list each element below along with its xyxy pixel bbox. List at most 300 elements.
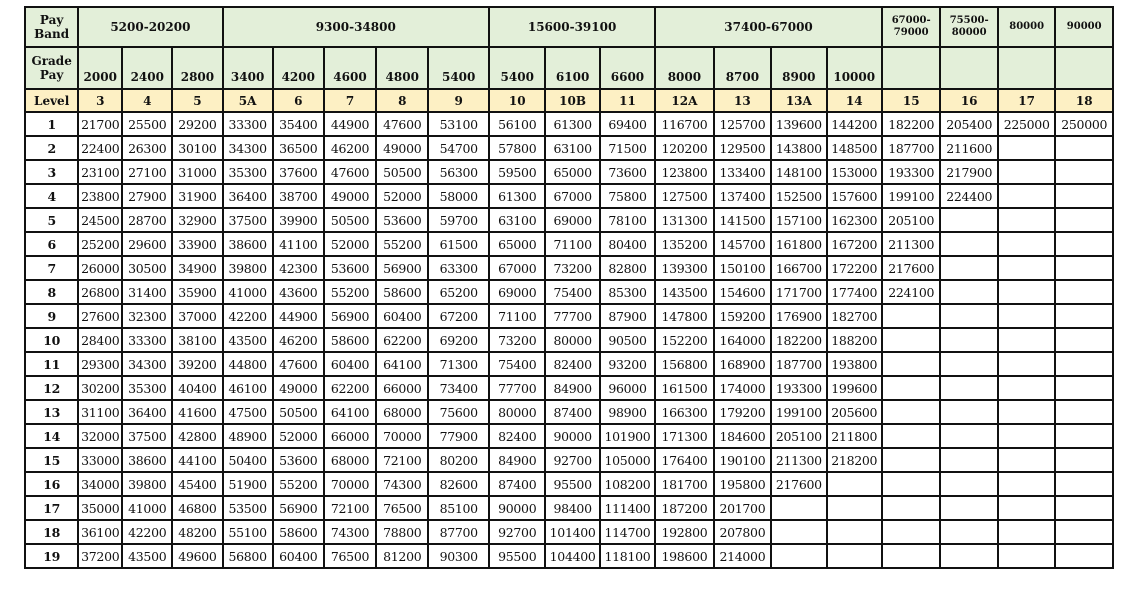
pay-value-cell: 55200 xyxy=(273,472,324,496)
pay-value-cell: 49000 xyxy=(324,184,376,208)
pay-value-cell: 77700 xyxy=(545,304,599,328)
pay-value-cell: 44800 xyxy=(223,352,273,376)
pay-value-cell: 58600 xyxy=(273,520,324,544)
pay-value-cell: 69400 xyxy=(600,112,655,136)
pay-value-cell: 154600 xyxy=(714,280,771,304)
grade-pay-cell: 8700 xyxy=(714,47,771,89)
level-label: Level xyxy=(25,89,78,112)
pay-value-cell: 56800 xyxy=(223,544,273,568)
pay-value-cell: 66000 xyxy=(376,376,428,400)
pay-value-cell: 62200 xyxy=(376,328,428,352)
pay-value-cell: 211800 xyxy=(827,424,882,448)
pay-value-cell: 53600 xyxy=(376,208,428,232)
row-index-cell: 5 xyxy=(25,208,78,232)
pay-value-cell: 52000 xyxy=(376,184,428,208)
pay-value-cell: 71300 xyxy=(428,352,489,376)
pay-value-cell: 108200 xyxy=(600,472,655,496)
grade-pay-cell: 8900 xyxy=(771,47,826,89)
pay-value-cell: 28700 xyxy=(122,208,172,232)
row-index-cell: 7 xyxy=(25,256,78,280)
pay-value-cell: 153000 xyxy=(827,160,882,184)
level-cell: 11 xyxy=(600,89,655,112)
pay-value-cell: 90300 xyxy=(428,544,489,568)
pay-value-cell: 67000 xyxy=(545,184,599,208)
pay-value-cell: 30200 xyxy=(78,376,122,400)
pay-value-cell: 33300 xyxy=(223,112,273,136)
grade-pay-cell xyxy=(882,47,941,89)
level-cell: 15 xyxy=(882,89,941,112)
pay-value-cell xyxy=(998,448,1055,472)
row-index-cell: 2 xyxy=(25,136,78,160)
pay-value-cell: 35400 xyxy=(273,112,324,136)
pay-value-cell: 225000 xyxy=(998,112,1055,136)
pay-value-cell: 31400 xyxy=(122,280,172,304)
pay-value-cell: 55100 xyxy=(223,520,273,544)
pay-value-cell xyxy=(882,424,941,448)
pay-value-cell: 25500 xyxy=(122,112,172,136)
pay-value-cell: 161800 xyxy=(771,232,826,256)
pay-value-cell xyxy=(998,400,1055,424)
row-index-cell: 3 xyxy=(25,160,78,184)
pay-value-cell: 78800 xyxy=(376,520,428,544)
pay-band-cell: 15600-39100 xyxy=(489,7,655,47)
pay-value-cell xyxy=(1055,472,1113,496)
pay-value-cell: 81200 xyxy=(376,544,428,568)
pay-value-cell: 76500 xyxy=(324,544,376,568)
pay-value-cell: 36400 xyxy=(122,400,172,424)
pay-value-cell: 42800 xyxy=(172,424,222,448)
level-cell: 8 xyxy=(376,89,428,112)
table-row xyxy=(25,424,1113,448)
pay-value-cell: 60400 xyxy=(324,352,376,376)
pay-value-cell xyxy=(1055,208,1113,232)
pay-value-cell: 29300 xyxy=(78,352,122,376)
pay-value-cell: 26800 xyxy=(78,280,122,304)
pay-value-cell: 95500 xyxy=(545,472,599,496)
table-row xyxy=(25,232,1113,256)
grade-pay-cell xyxy=(998,47,1055,89)
pay-value-cell: 31000 xyxy=(172,160,222,184)
pay-value-cell: 93200 xyxy=(600,352,655,376)
pay-value-cell xyxy=(1055,136,1113,160)
pay-value-cell: 75600 xyxy=(428,400,489,424)
pay-value-cell xyxy=(940,208,997,232)
pay-value-cell xyxy=(940,352,997,376)
pay-value-cell: 150100 xyxy=(714,256,771,280)
pay-value-cell: 34900 xyxy=(172,256,222,280)
pay-value-cell: 77900 xyxy=(428,424,489,448)
pay-value-cell: 42300 xyxy=(273,256,324,280)
pay-value-cell: 63300 xyxy=(428,256,489,280)
pay-value-cell xyxy=(882,472,941,496)
pay-value-cell: 182200 xyxy=(771,328,826,352)
pay-value-cell: 87400 xyxy=(545,400,599,424)
table-row xyxy=(25,520,1113,544)
pay-value-cell: 199600 xyxy=(827,376,882,400)
row-index-cell: 9 xyxy=(25,304,78,328)
pay-value-cell: 148100 xyxy=(771,160,826,184)
pay-value-cell: 182200 xyxy=(882,112,941,136)
pay-value-cell: 27600 xyxy=(78,304,122,328)
pay-value-cell xyxy=(827,496,882,520)
level-cell: 3 xyxy=(78,89,122,112)
table-row xyxy=(25,256,1113,280)
pay-value-cell: 198600 xyxy=(655,544,714,568)
pay-value-cell: 37600 xyxy=(273,160,324,184)
pay-value-cell: 52000 xyxy=(273,424,324,448)
pay-value-cell: 90000 xyxy=(489,496,545,520)
table-row xyxy=(25,400,1113,424)
pay-value-cell: 61300 xyxy=(489,184,545,208)
pay-value-cell: 65000 xyxy=(489,232,545,256)
table-row xyxy=(25,328,1113,352)
pay-value-cell: 57800 xyxy=(489,136,545,160)
pay-value-cell: 46100 xyxy=(223,376,273,400)
pay-value-cell: 172200 xyxy=(827,256,882,280)
pay-value-cell: 116700 xyxy=(655,112,714,136)
pay-value-cell: 39900 xyxy=(273,208,324,232)
pay-value-cell: 58600 xyxy=(376,280,428,304)
pay-value-cell: 27100 xyxy=(122,160,172,184)
pay-value-cell: 32300 xyxy=(122,304,172,328)
pay-value-cell: 35000 xyxy=(78,496,122,520)
pay-value-cell: 201700 xyxy=(714,496,771,520)
grade-pay-label: Grade Pay xyxy=(25,47,78,89)
grade-pay-cell: 8000 xyxy=(655,47,714,89)
table-row xyxy=(25,160,1113,184)
pay-value-cell: 139300 xyxy=(655,256,714,280)
level-cell: 10B xyxy=(545,89,599,112)
pay-value-cell: 224400 xyxy=(940,184,997,208)
grade-pay-row xyxy=(25,47,1113,89)
pay-value-cell: 72100 xyxy=(324,496,376,520)
pay-value-cell: 36100 xyxy=(78,520,122,544)
level-cell: 5A xyxy=(223,89,273,112)
pay-value-cell xyxy=(882,376,941,400)
pay-matrix-table xyxy=(24,6,1114,569)
pay-value-cell: 41100 xyxy=(273,232,324,256)
pay-value-cell xyxy=(1055,424,1113,448)
pay-value-cell xyxy=(998,232,1055,256)
pay-value-cell xyxy=(1055,376,1113,400)
pay-value-cell xyxy=(882,520,941,544)
pay-value-cell xyxy=(940,280,997,304)
row-index-cell: 11 xyxy=(25,352,78,376)
pay-value-cell: 41000 xyxy=(223,280,273,304)
pay-value-cell: 85100 xyxy=(428,496,489,520)
pay-value-cell xyxy=(1055,280,1113,304)
pay-value-cell xyxy=(1055,544,1113,568)
level-cell: 7 xyxy=(324,89,376,112)
pay-value-cell xyxy=(940,304,997,328)
pay-value-cell xyxy=(1055,448,1113,472)
level-cell: 13A xyxy=(771,89,826,112)
pay-value-cell: 190100 xyxy=(714,448,771,472)
pay-value-cell: 137400 xyxy=(714,184,771,208)
pay-value-cell: 36400 xyxy=(223,184,273,208)
pay-value-cell: 39800 xyxy=(122,472,172,496)
pay-value-cell: 44100 xyxy=(172,448,222,472)
pay-value-cell xyxy=(1055,304,1113,328)
pay-value-cell xyxy=(1055,256,1113,280)
pay-value-cell: 48200 xyxy=(172,520,222,544)
pay-value-cell: 69000 xyxy=(545,208,599,232)
pay-value-cell: 29200 xyxy=(172,112,222,136)
pay-band-label: Pay Band xyxy=(25,7,78,47)
pay-value-cell: 35300 xyxy=(122,376,172,400)
pay-band-cell: 5200-20200 xyxy=(78,7,222,47)
row-index-cell: 13 xyxy=(25,400,78,424)
pay-value-cell: 143500 xyxy=(655,280,714,304)
row-index-cell: 15 xyxy=(25,448,78,472)
pay-value-cell xyxy=(1055,496,1113,520)
pay-value-cell: 27900 xyxy=(122,184,172,208)
row-index-cell: 16 xyxy=(25,472,78,496)
pay-value-cell xyxy=(998,544,1055,568)
pay-value-cell xyxy=(882,496,941,520)
table-row xyxy=(25,208,1113,232)
table-row xyxy=(25,136,1113,160)
pay-value-cell xyxy=(998,376,1055,400)
pay-value-cell: 56900 xyxy=(324,304,376,328)
pay-value-cell: 47500 xyxy=(223,400,273,424)
pay-value-cell: 84900 xyxy=(545,376,599,400)
pay-value-cell: 21700 xyxy=(78,112,122,136)
pay-value-cell: 71500 xyxy=(600,136,655,160)
pay-value-cell: 120200 xyxy=(655,136,714,160)
pay-value-cell xyxy=(940,520,997,544)
pay-value-cell xyxy=(882,400,941,424)
pay-value-cell xyxy=(998,424,1055,448)
pay-band-cell: 90000 xyxy=(1055,7,1113,47)
table-row xyxy=(25,544,1113,568)
pay-value-cell xyxy=(940,256,997,280)
pay-value-cell: 46200 xyxy=(273,328,324,352)
pay-value-cell xyxy=(1055,160,1113,184)
table-row xyxy=(25,280,1113,304)
pay-value-cell: 176900 xyxy=(771,304,826,328)
pay-value-cell: 214000 xyxy=(714,544,771,568)
pay-value-cell: 59500 xyxy=(489,160,545,184)
pay-value-cell xyxy=(998,352,1055,376)
pay-value-cell: 187200 xyxy=(655,496,714,520)
level-cell: 9 xyxy=(428,89,489,112)
pay-value-cell: 37500 xyxy=(122,424,172,448)
pay-value-cell: 43500 xyxy=(223,328,273,352)
row-index-cell: 4 xyxy=(25,184,78,208)
table-row xyxy=(25,352,1113,376)
pay-value-cell: 82800 xyxy=(600,256,655,280)
pay-value-cell: 78100 xyxy=(600,208,655,232)
pay-value-cell xyxy=(827,544,882,568)
pay-value-cell: 25200 xyxy=(78,232,122,256)
pay-value-cell: 217600 xyxy=(771,472,826,496)
pay-value-cell: 133400 xyxy=(714,160,771,184)
pay-value-cell: 92700 xyxy=(489,520,545,544)
pay-value-cell: 75800 xyxy=(600,184,655,208)
pay-value-cell: 56900 xyxy=(376,256,428,280)
pay-value-cell: 80000 xyxy=(545,328,599,352)
level-cell: 6 xyxy=(273,89,324,112)
pay-value-cell: 211300 xyxy=(882,232,941,256)
pay-value-cell xyxy=(940,400,997,424)
pay-value-cell: 74300 xyxy=(324,520,376,544)
pay-value-cell: 111400 xyxy=(600,496,655,520)
pay-value-cell: 67200 xyxy=(428,304,489,328)
pay-value-cell: 181700 xyxy=(655,472,714,496)
pay-value-cell: 217900 xyxy=(940,160,997,184)
pay-value-cell: 73200 xyxy=(545,256,599,280)
pay-value-cell: 47600 xyxy=(376,112,428,136)
pay-value-cell: 36500 xyxy=(273,136,324,160)
pay-value-cell xyxy=(998,280,1055,304)
pay-value-cell: 45400 xyxy=(172,472,222,496)
pay-value-cell: 161500 xyxy=(655,376,714,400)
pay-value-cell: 84900 xyxy=(489,448,545,472)
pay-value-cell: 80400 xyxy=(600,232,655,256)
pay-value-cell: 35300 xyxy=(223,160,273,184)
pay-value-cell xyxy=(882,544,941,568)
row-index-cell: 10 xyxy=(25,328,78,352)
table-row xyxy=(25,496,1113,520)
pay-matrix-container xyxy=(24,6,1114,569)
pay-value-cell: 50500 xyxy=(324,208,376,232)
pay-value-cell: 144200 xyxy=(827,112,882,136)
pay-value-cell xyxy=(882,448,941,472)
pay-value-cell: 166300 xyxy=(655,400,714,424)
pay-band-cell: 75500-80000 xyxy=(940,7,997,47)
pay-value-cell xyxy=(940,544,997,568)
pay-value-cell: 48900 xyxy=(223,424,273,448)
row-index-cell: 14 xyxy=(25,424,78,448)
pay-value-cell: 188200 xyxy=(827,328,882,352)
pay-value-cell: 51900 xyxy=(223,472,273,496)
pay-value-cell: 184600 xyxy=(714,424,771,448)
pay-value-cell xyxy=(998,184,1055,208)
pay-value-cell: 127500 xyxy=(655,184,714,208)
pay-value-cell: 98900 xyxy=(600,400,655,424)
pay-value-cell: 217600 xyxy=(882,256,941,280)
pay-value-cell: 55200 xyxy=(376,232,428,256)
grade-pay-cell: 4800 xyxy=(376,47,428,89)
pay-value-cell: 195800 xyxy=(714,472,771,496)
grade-pay-cell: 6600 xyxy=(600,47,655,89)
pay-value-cell xyxy=(998,256,1055,280)
pay-value-cell: 143800 xyxy=(771,136,826,160)
pay-value-cell: 55200 xyxy=(324,280,376,304)
pay-value-cell: 148500 xyxy=(827,136,882,160)
pay-band-cell: 9300-34800 xyxy=(223,7,490,47)
pay-value-cell: 44900 xyxy=(273,304,324,328)
pay-value-cell: 38600 xyxy=(122,448,172,472)
pay-value-cell xyxy=(882,328,941,352)
pay-value-cell: 80200 xyxy=(428,448,489,472)
row-index-cell: 19 xyxy=(25,544,78,568)
pay-value-cell: 101900 xyxy=(600,424,655,448)
pay-value-cell: 176400 xyxy=(655,448,714,472)
pay-value-cell: 152200 xyxy=(655,328,714,352)
pay-value-cell: 32900 xyxy=(172,208,222,232)
pay-value-cell: 56900 xyxy=(273,496,324,520)
pay-value-cell: 46200 xyxy=(324,136,376,160)
pay-value-cell: 70000 xyxy=(376,424,428,448)
grade-pay-cell: 5400 xyxy=(489,47,545,89)
pay-value-cell: 54700 xyxy=(428,136,489,160)
pay-value-cell: 159200 xyxy=(714,304,771,328)
pay-value-cell xyxy=(998,304,1055,328)
pay-value-cell: 22400 xyxy=(78,136,122,160)
pay-value-cell xyxy=(1055,328,1113,352)
pay-value-cell: 53500 xyxy=(223,496,273,520)
pay-value-cell xyxy=(998,328,1055,352)
pay-value-cell: 152500 xyxy=(771,184,826,208)
level-cell: 5 xyxy=(172,89,222,112)
pay-value-cell: 205600 xyxy=(827,400,882,424)
pay-value-cell: 58000 xyxy=(428,184,489,208)
pay-value-cell xyxy=(771,544,826,568)
table-row xyxy=(25,112,1113,136)
level-cell: 18 xyxy=(1055,89,1113,112)
pay-value-cell: 77700 xyxy=(489,376,545,400)
pay-value-cell: 42200 xyxy=(122,520,172,544)
pay-value-cell: 44900 xyxy=(324,112,376,136)
table-row xyxy=(25,472,1113,496)
pay-value-cell: 37200 xyxy=(78,544,122,568)
grade-pay-cell: 3400 xyxy=(223,47,273,89)
grade-pay-cell: 4600 xyxy=(324,47,376,89)
pay-value-cell: 135200 xyxy=(655,232,714,256)
grade-pay-cell: 10000 xyxy=(827,47,882,89)
pay-value-cell: 70000 xyxy=(324,472,376,496)
level-cell: 12A xyxy=(655,89,714,112)
pay-value-cell: 118100 xyxy=(600,544,655,568)
pay-value-cell: 71100 xyxy=(489,304,545,328)
pay-value-cell: 187700 xyxy=(882,136,941,160)
row-index-cell: 12 xyxy=(25,376,78,400)
pay-value-cell: 95500 xyxy=(489,544,545,568)
pay-value-cell: 205100 xyxy=(771,424,826,448)
row-index-cell: 18 xyxy=(25,520,78,544)
level-row xyxy=(25,89,1113,112)
pay-value-cell: 47600 xyxy=(324,160,376,184)
pay-value-cell xyxy=(771,496,826,520)
pay-value-cell: 69200 xyxy=(428,328,489,352)
pay-value-cell: 182700 xyxy=(827,304,882,328)
pay-value-cell: 65000 xyxy=(545,160,599,184)
pay-value-cell: 23100 xyxy=(78,160,122,184)
pay-value-cell: 69000 xyxy=(489,280,545,304)
pay-value-cell: 34000 xyxy=(78,472,122,496)
pay-value-cell: 50500 xyxy=(376,160,428,184)
pay-value-cell: 60400 xyxy=(376,304,428,328)
pay-value-cell xyxy=(1055,184,1113,208)
level-cell: 4 xyxy=(122,89,172,112)
pay-value-cell: 41000 xyxy=(122,496,172,520)
pay-value-cell xyxy=(882,352,941,376)
row-index-cell: 1 xyxy=(25,112,78,136)
pay-value-cell: 61500 xyxy=(428,232,489,256)
pay-value-cell: 29600 xyxy=(122,232,172,256)
table-row xyxy=(25,184,1113,208)
pay-value-cell xyxy=(998,472,1055,496)
pay-value-cell: 87700 xyxy=(428,520,489,544)
pay-value-cell: 66000 xyxy=(324,424,376,448)
pay-value-cell: 53600 xyxy=(273,448,324,472)
pay-value-cell xyxy=(1055,520,1113,544)
pay-value-cell xyxy=(998,496,1055,520)
pay-value-cell: 49600 xyxy=(172,544,222,568)
pay-value-cell xyxy=(940,232,997,256)
